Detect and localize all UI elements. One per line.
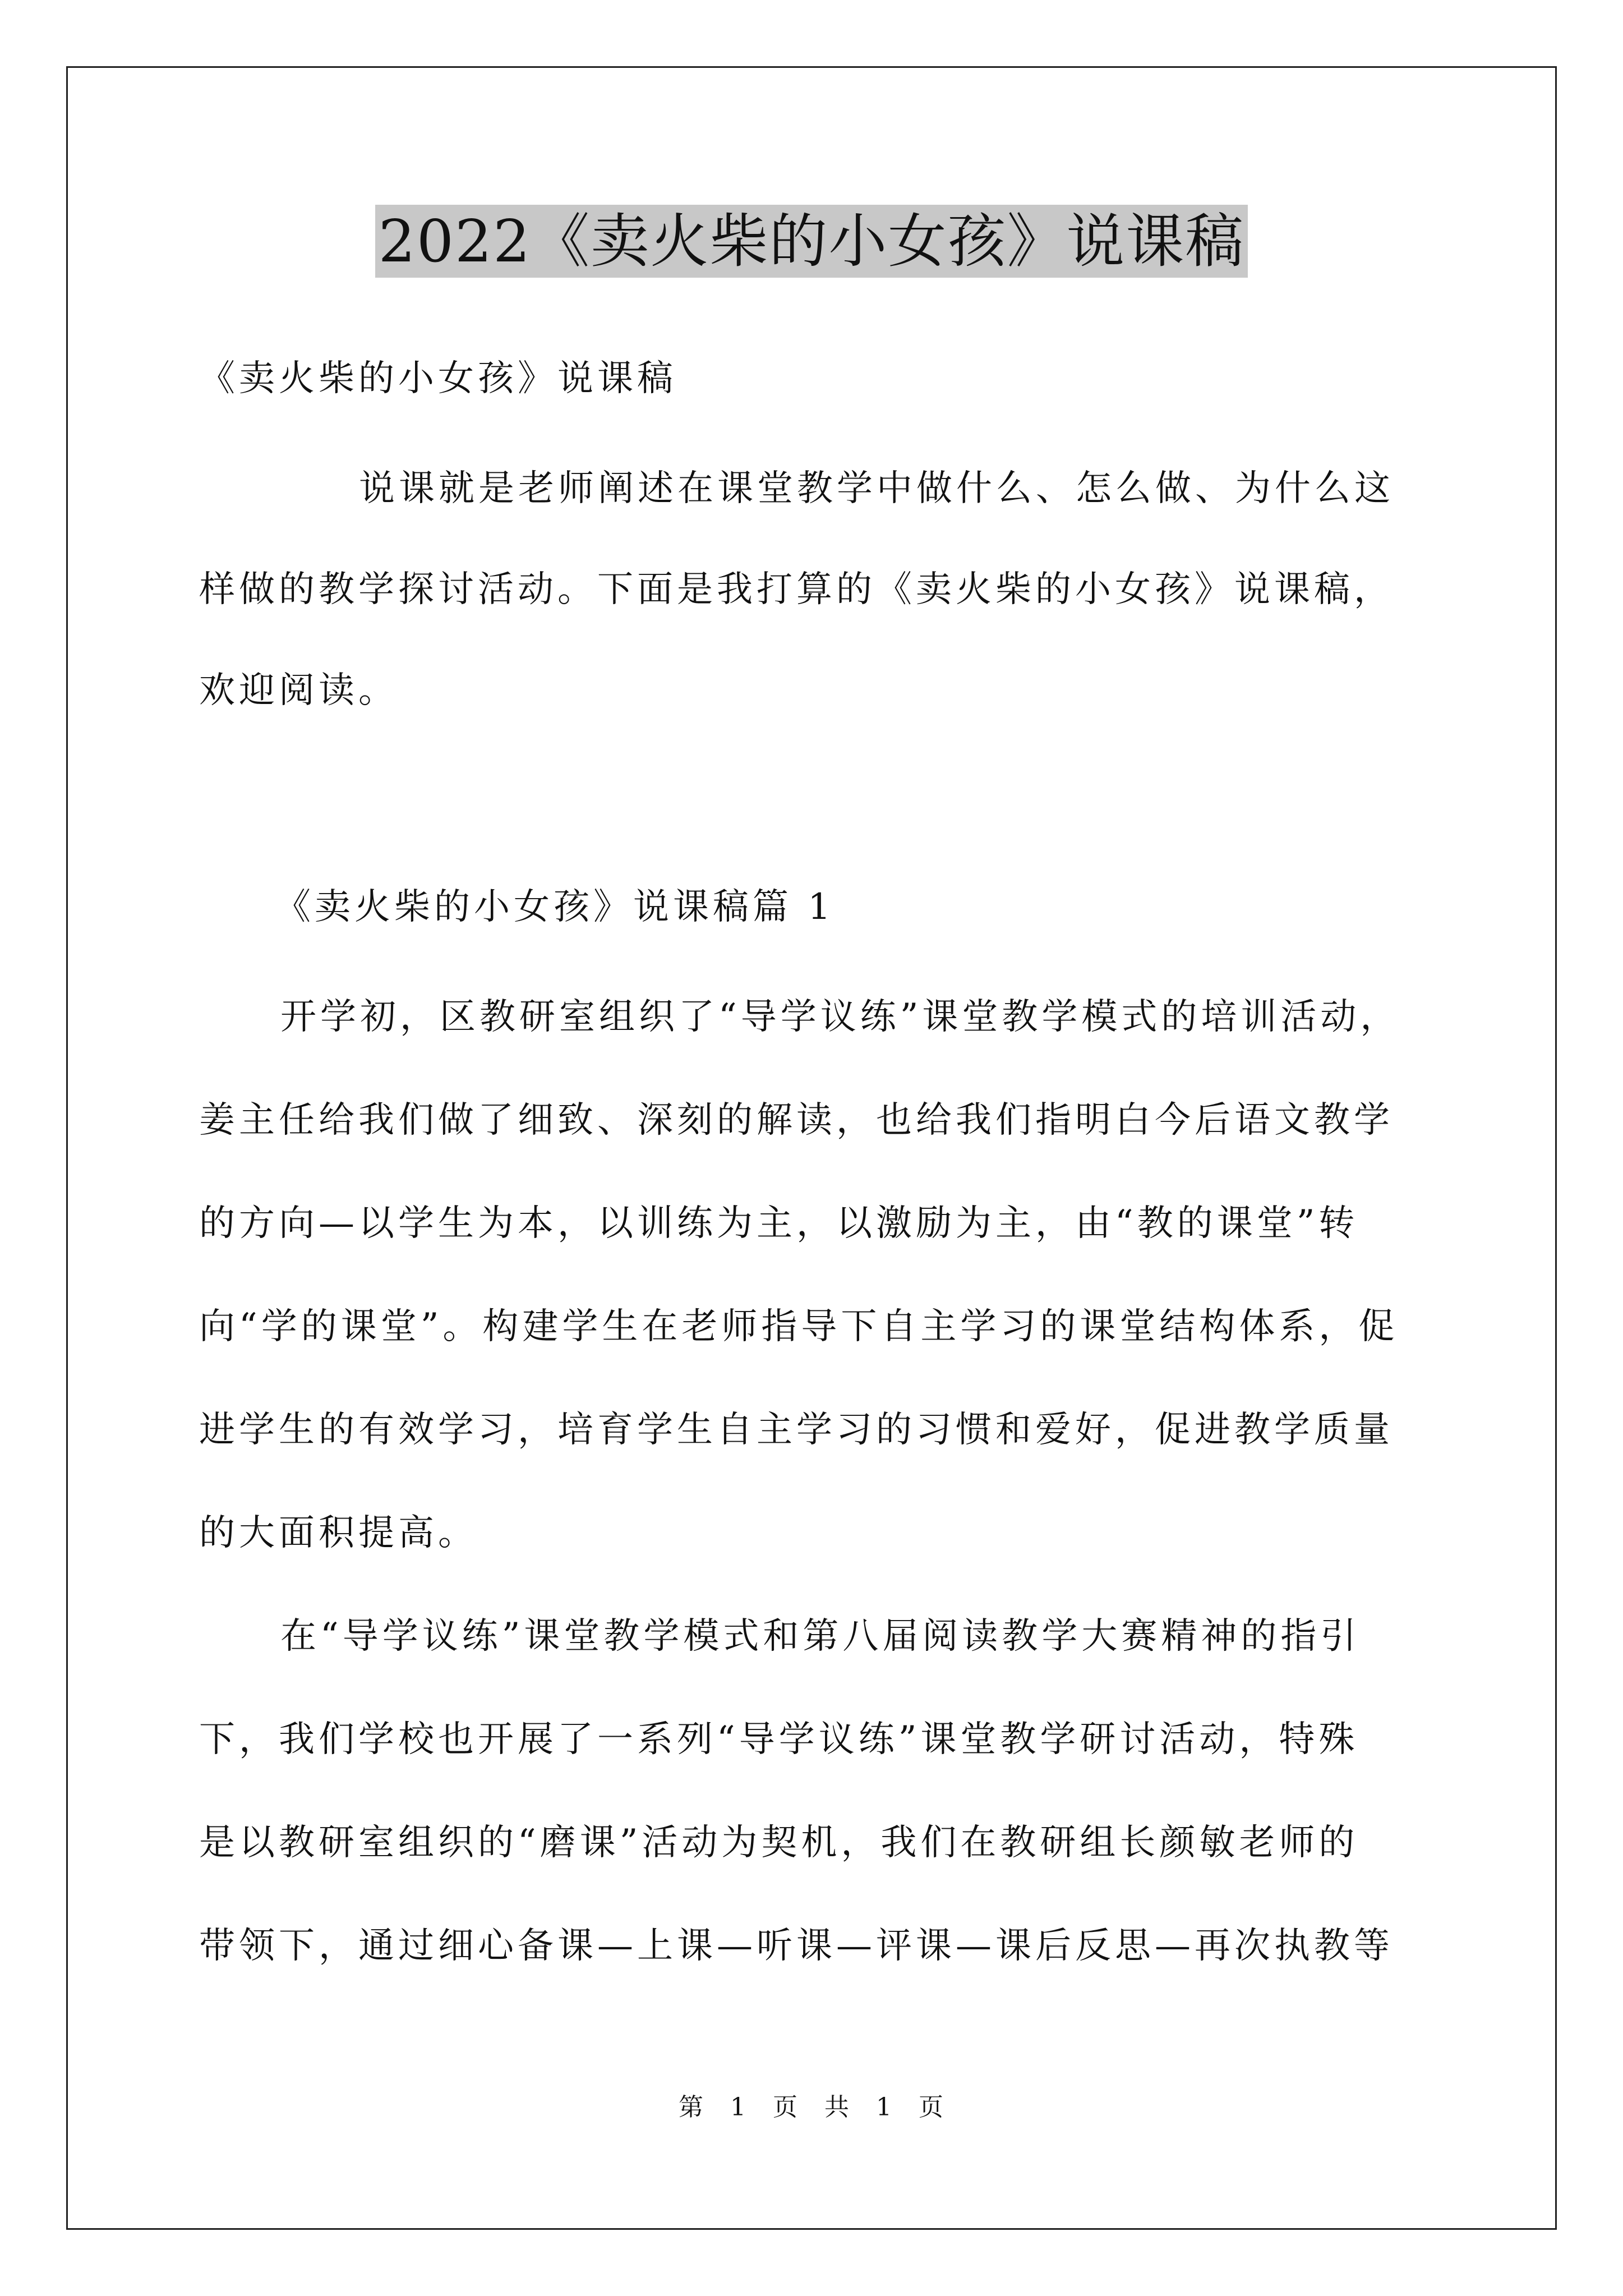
paragraph1-line-6: 的大面积提高。 — [199, 1512, 478, 1554]
paragraph1-line-4: 向“学的课堂”。构建学生在老师指导下自主学习的课堂结构体系，促 — [199, 1306, 1399, 1347]
paragraph1-line-3: 的方向—以学生为本，以训练为主，以激励为主，由“教的课堂”转 — [199, 1203, 1359, 1244]
document-title: 2022《卖火柴的小女孩》说课稿 — [375, 205, 1248, 278]
page-footer: 第 1 页 共 1 页 — [679, 2093, 944, 2122]
section-heading: 《卖火柴的小女孩》说课稿篇 1 — [275, 886, 835, 928]
paragraph1-line-1: 开学初，区教研室组织了“导学议练”课堂教学模式的培训活动， — [280, 996, 1400, 1038]
title-container — [0, 205, 1623, 278]
paragraph2-line-2: 下，我们学校也开展了一系列“导学议练”课堂教学研讨活动，特殊 — [199, 1719, 1359, 1760]
paragraph2-line-1: 在“导学议练”课堂教学模式和第八届阅读教学大赛精神的指引 — [280, 1616, 1361, 1657]
paragraph1-line-2: 姜主任给我们做了细致、深刻的解读，也给我们指明白今后语文教学 — [199, 1099, 1394, 1141]
document-subtitle: 《卖火柴的小女孩》说课稿 — [199, 358, 677, 399]
paragraph2-line-4: 带领下，通过细心备课—上课—听课—评课—课后反思—再次执教等 — [199, 1925, 1394, 1967]
intro-line-1: 说课就是老师阐述在课堂教学中做什么、怎么做、为什么这 — [359, 468, 1394, 509]
paragraph1-line-5: 进学生的有效学习，培育学生自主学习的习惯和爱好，促进教学质量 — [199, 1409, 1394, 1451]
intro-line-3: 欢迎阅读。 — [199, 670, 398, 711]
intro-line-2: 样做的教学探讨活动。下面是我打算的《卖火柴的小女孩》说课稿， — [199, 569, 1394, 610]
paragraph2-line-3: 是以教研室组织的“磨课”活动为契机，我们在教研组长颜敏老师的 — [199, 1822, 1359, 1864]
